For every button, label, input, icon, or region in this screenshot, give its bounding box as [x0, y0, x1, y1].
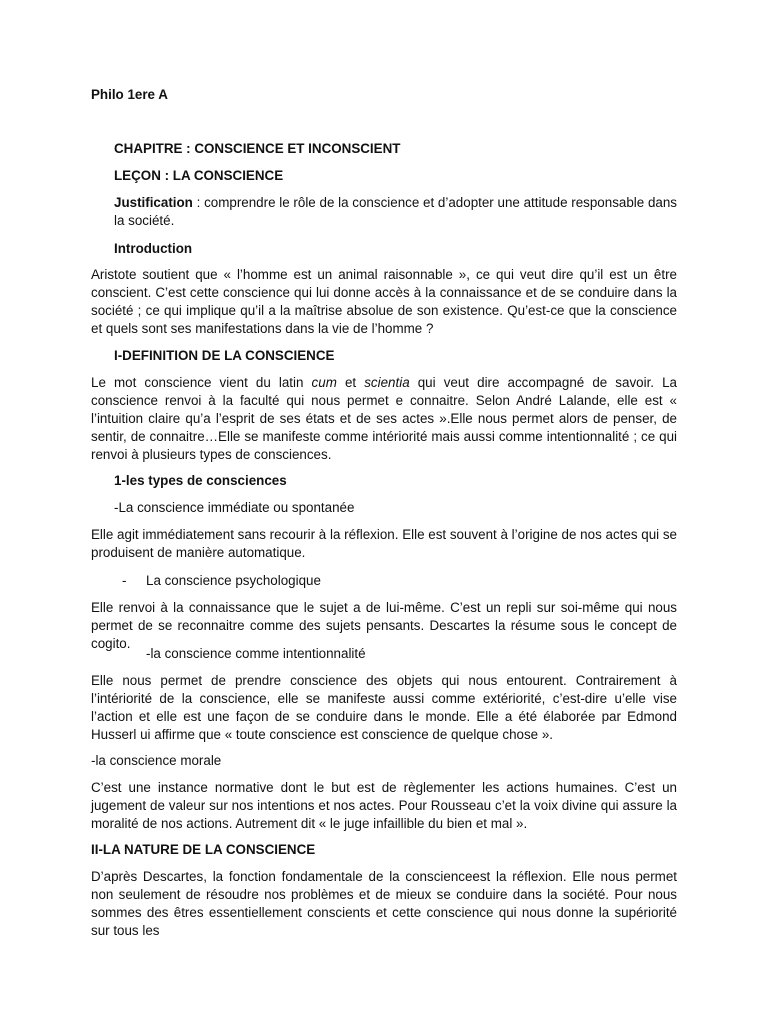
chapter-heading: CHAPITRE : CONSCIENCE ET INCONSCIENT [114, 141, 401, 156]
justification-paragraph [114, 194, 677, 230]
justification-label: Justification [114, 195, 193, 210]
section1-heading: I-DEFINITION DE LA CONSCIENCE [114, 348, 335, 363]
justification-text: : comprendre le rôle de la conscience et d’adopter une attitude responsable dans la société. [114, 195, 677, 228]
definition-text-a: Le mot conscience vient du latin [91, 375, 312, 390]
type4-heading: -la conscience morale [91, 753, 222, 768]
section2-heading: II-LA NATURE DE LA CONSCIENCE [91, 842, 316, 857]
types-subheading: 1-les types de consciences [114, 473, 287, 488]
document-title: Philo 1ere A [91, 87, 168, 102]
type1-paragraph: Elle agit immédiatement sans recourir à la réflexion. Elle est souvent à l’origine de nos actes qui se produisent de manière automatique. [91, 527, 677, 560]
definition-paragraph [91, 374, 677, 464]
type4-paragraph: C’est une instance normative dont le but est de règlementer les actions humaines. C’est un jugement de valeur sur nos intentions et nos actes. Pour Rousseau c’et la voix divine qui assure la moralité de nos actions. Autrement dit « le juge infaillible du bien et mal ». [91, 780, 677, 831]
type3-paragraph: Elle nous permet de prendre conscience des objets qui nous entourent. Contrairement à l’intériorité de la conscience, elle se manifeste aussi comme extériorité, c’est-dire u’elle vise l’action et elle est une façon de se conduire dans le monde. Elle a été élaborée par Edmond Husserl ui affirme que « toute conscience est conscience de quelque chose ». [91, 673, 677, 742]
type3-heading: -la conscience comme intentionnalité [146, 646, 366, 661]
latin-scientia: scientia [364, 375, 410, 390]
list-dash: - [122, 573, 127, 588]
type2-heading: La conscience psychologique [146, 573, 321, 588]
type1-heading: -La conscience immédiate ou spontanée [114, 500, 355, 515]
nature-paragraph: D’après Descartes, la fonction fondamentale de la conscienceest la réflexion. Elle nous permet non seulement de résoudre nos problèmes et de mieux se conduire dans la société. Pour nous sommes des êtres essentiellement conscients et cette conscience qui nous donne la supériorité sur tous les [91, 869, 677, 938]
lesson-heading: LEÇON : LA CONSCIENCE [114, 168, 284, 183]
introduction-paragraph: Aristote soutient que « l’homme est un animal raisonnable », ce qui veut dire qu’il est un être conscient. C’est cette conscience qui lui donne accès à la connaissance et de se conduire dans la société ; ce qui implique qu’il a la maîtrise absolue de son existence. Qu’est-ce que la conscience et quels sont ses manifestations dans la vie de l’homme ? [91, 267, 677, 336]
latin-cum: cum [311, 375, 337, 390]
definition-text-b: et [336, 375, 365, 390]
type2-paragraph: Elle renvoi à la connaissance que le sujet a de lui-même. C’est un repli sur soi-même qui nous permet de se reconnaitre comme des sujets pensants. Descartes la résume sous le concept de cogito. [91, 600, 677, 651]
definition-text-c: qui veut dire accompagné de savoir. La conscience renvoi à la faculté qui nous permet e connaitre. Selon André Lalande, elle est « l’intuition claire qu’a l’esprit de ses états et de ses actes ».Elle nous permet alors de penser, de sentir, de connaitre…Elle se manifeste comme intériorité mais aussi comme intentionnalité ; ce qui renvoi à plusieurs types de consciences. [91, 375, 678, 462]
introduction-heading: Introduction [114, 241, 193, 256]
